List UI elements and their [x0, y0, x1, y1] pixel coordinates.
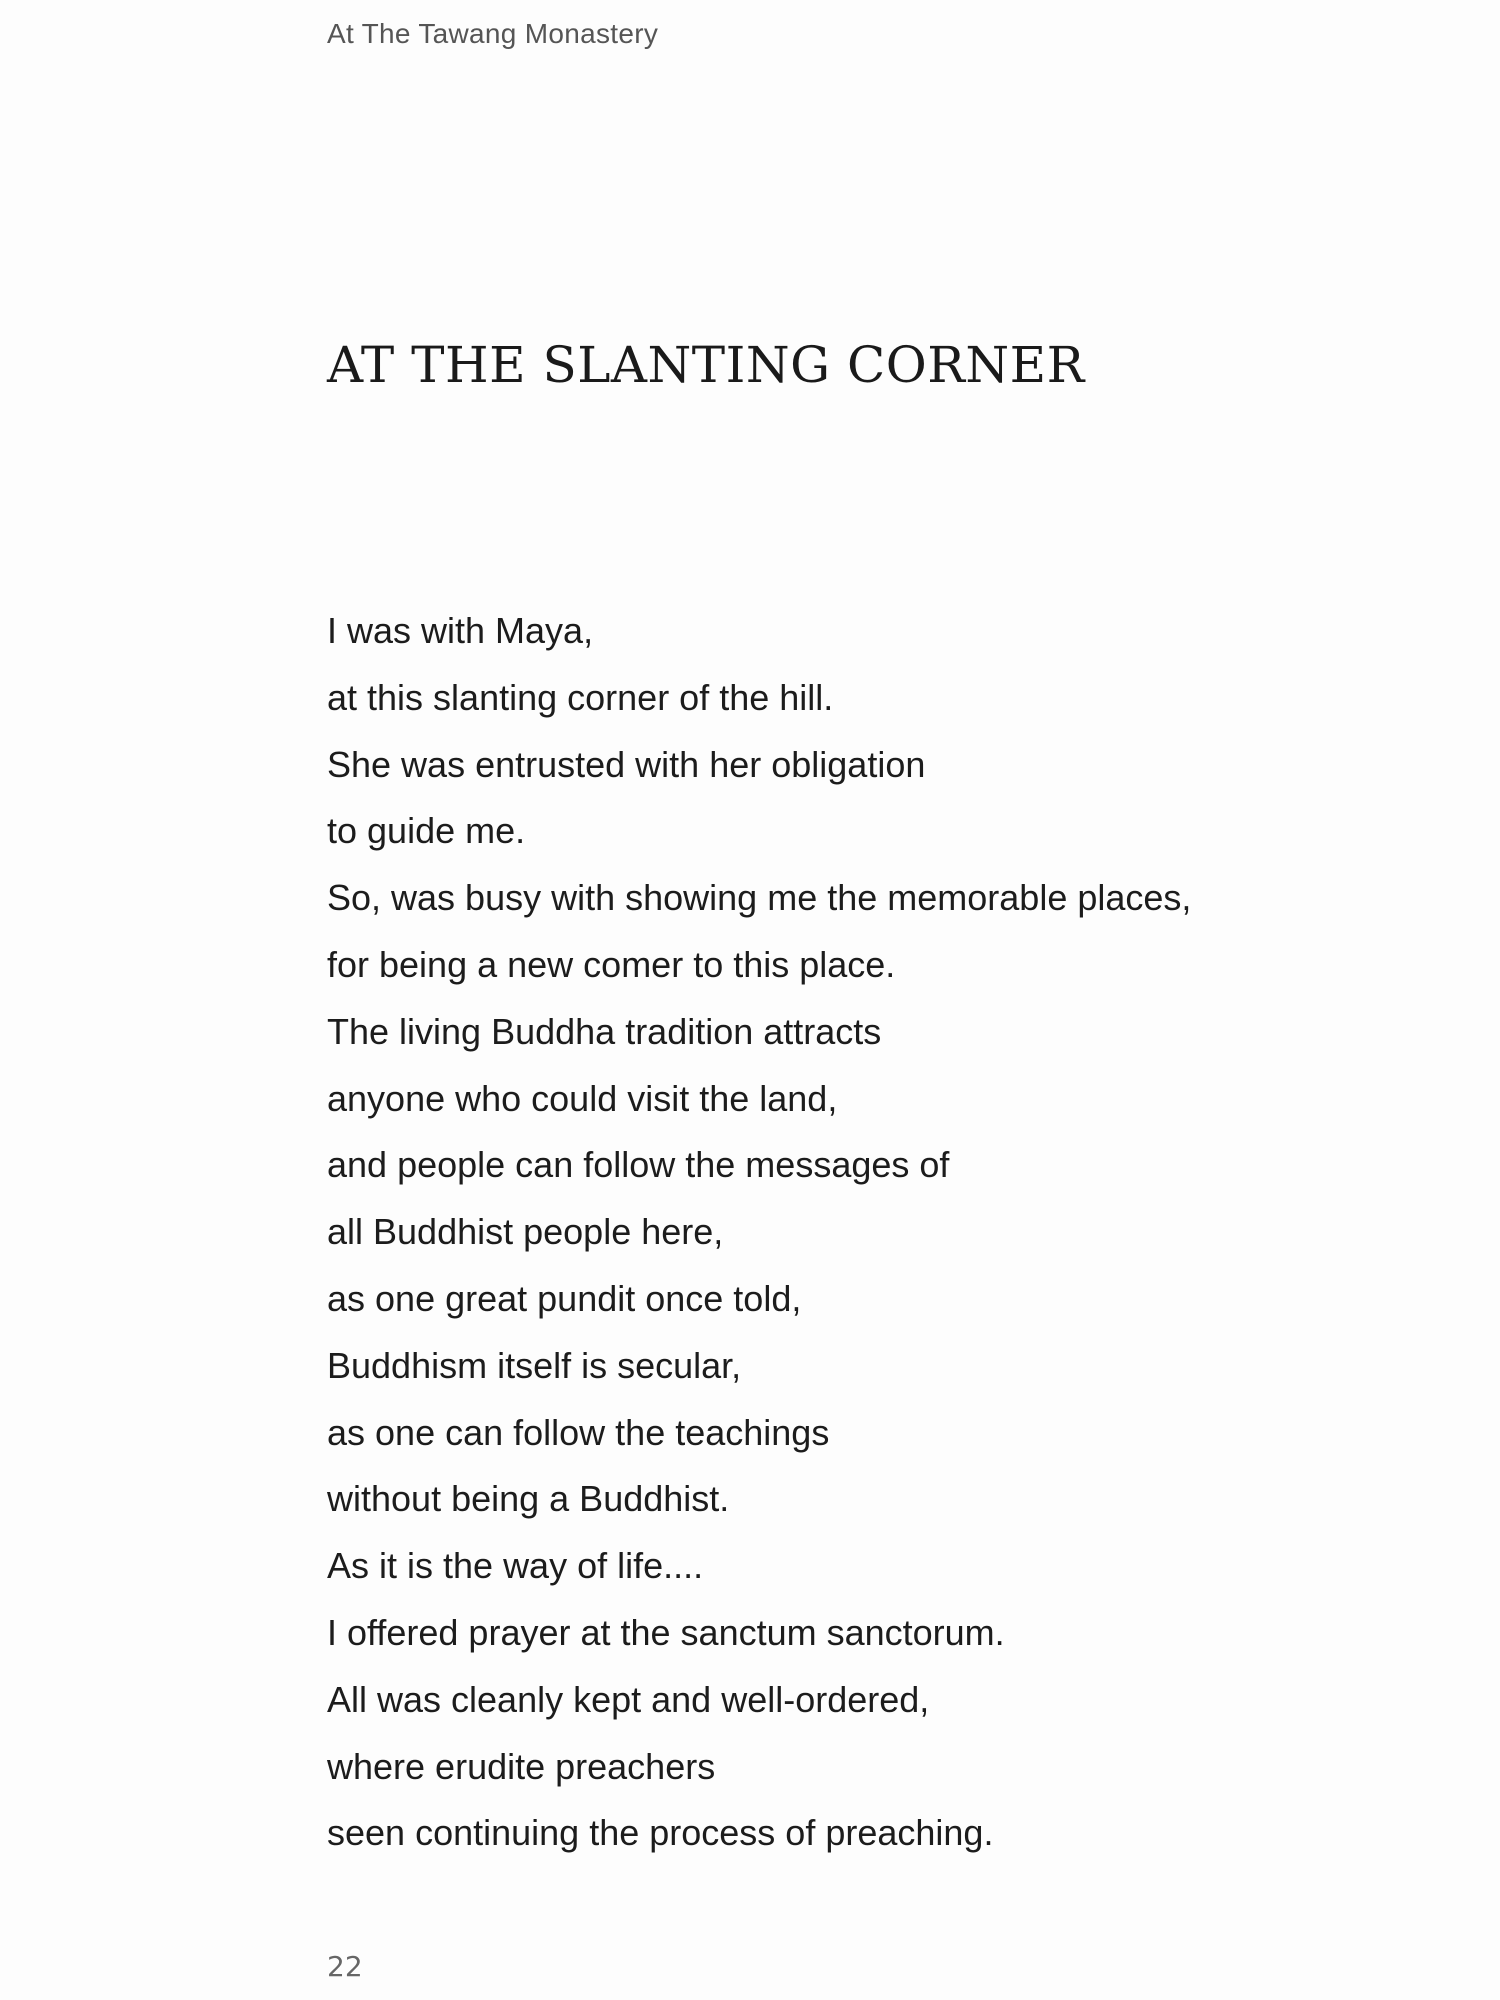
poem-line: as one great pundit once told, [327, 1277, 802, 1319]
poem-line: So, was busy with showing me the memorable places, [327, 877, 1192, 919]
poem-line: without being a Buddhist. [327, 1478, 730, 1520]
poem-line: seen continuing the process of preaching. [327, 1812, 994, 1854]
running-head: At The Tawang Monastery [327, 18, 659, 49]
poem-line: anyone who could visit the land, [327, 1077, 838, 1119]
poem-title: AT THE SLANTING CORNER [327, 336, 1085, 394]
poem-line: I offered prayer at the sanctum sanctorum. [327, 1611, 1005, 1653]
poem-line: at this slanting corner of the hill. [327, 676, 834, 718]
poem-line: to guide me. [327, 810, 526, 852]
poem-line: for being a new comer to this place. [327, 943, 896, 985]
poem-line: As it is the way of life.... [327, 1545, 704, 1587]
page-number: 22 [327, 1950, 363, 1983]
poem-line: I was with Maya, [327, 610, 594, 651]
poem-line: All was cleanly kept and well-ordered, [327, 1678, 930, 1720]
poem-body [327, 598, 1191, 1867]
poem-line: She was entrusted with her obligation [327, 743, 926, 785]
poem-line: as one can follow the teachings [327, 1411, 830, 1453]
poem-line: and people can follow the messages of [327, 1144, 950, 1186]
poem-line: where erudite preachers [327, 1745, 716, 1787]
poem-line: all Buddhist people here, [327, 1211, 724, 1253]
poem-line: The living Buddha tradition attracts [327, 1010, 882, 1052]
poem-line: Buddhism itself is secular, [327, 1344, 742, 1386]
